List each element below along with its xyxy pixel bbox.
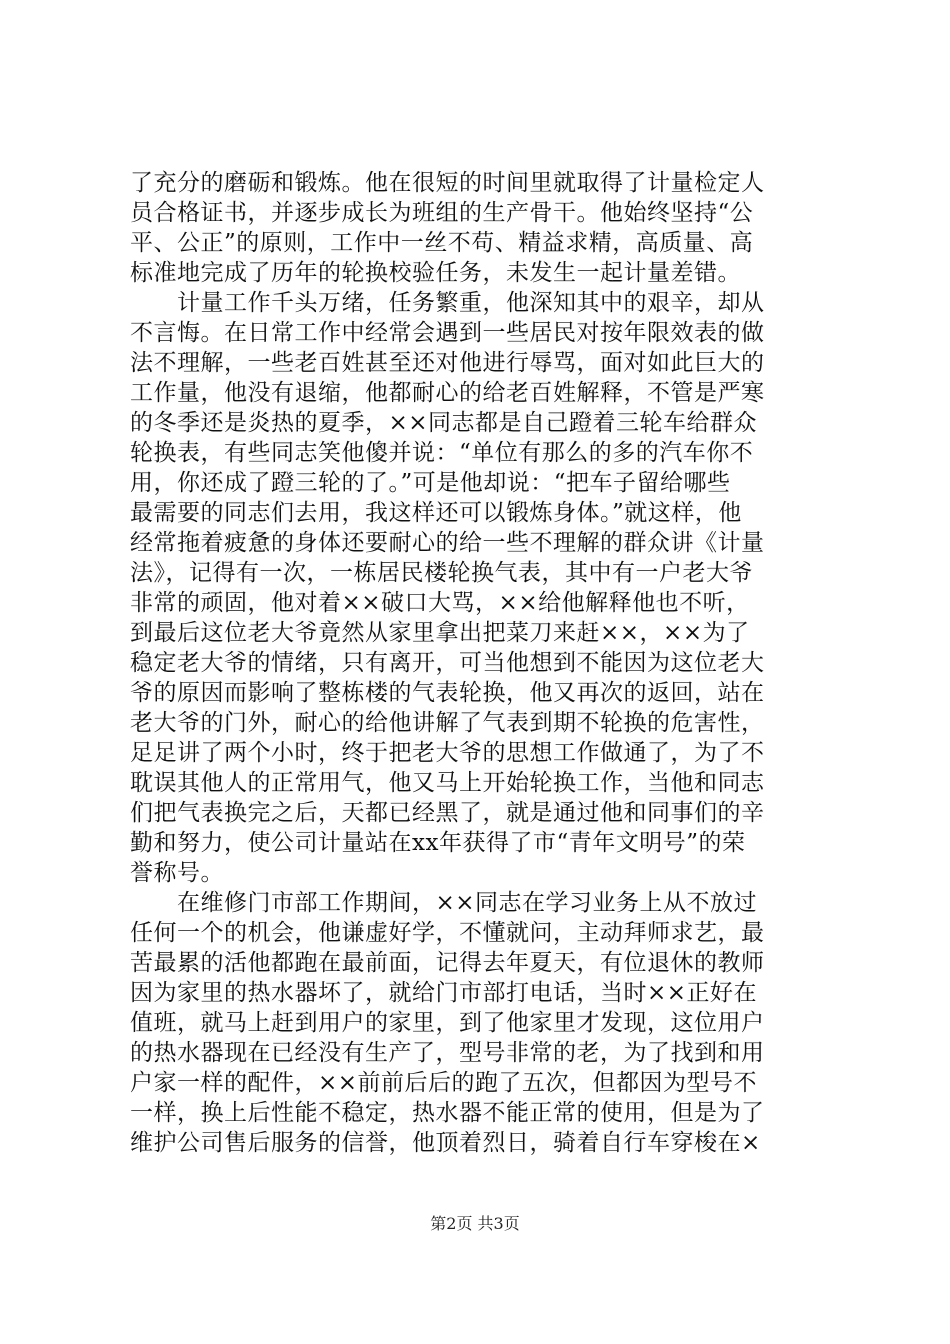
text-line: 户家一样的配件，××前前后后的跑了五次，但都因为型号不 xyxy=(130,1070,758,1096)
text-line: 维护公司售后服务的信誉，他顶着烈日，骑着自行车穿梭在× xyxy=(130,1130,761,1156)
text-line: 耽误其他人的正常用气，他又马上开始轮换工作，当他和同志 xyxy=(130,770,765,796)
text-line: 在维修门市部工作期间，××同志在学习业务上从不放过 xyxy=(130,890,758,916)
text-line: 法》，记得有一次，一栋居民楼轮换气表，其中有一户老大爷 xyxy=(130,560,753,586)
text-line: 任何一个的机会，他谦虚好学，不懂就问，主动拜师求艺，最 xyxy=(130,920,765,946)
text-line: 苦最累的活他都跑在最前面，记得去年夏天，有位退休的教师 xyxy=(130,950,765,976)
text-line: 们把气表换完之后，天都已经黑了，就是通过他和同事们的辛 xyxy=(130,800,765,826)
text-line: 员合格证书，并逐步成长为班组的生产骨干。他始终坚持“公 xyxy=(130,200,754,226)
text-line: 用，你还成了蹬三轮的了。”可是他却说：“把车子留给哪些 xyxy=(130,470,731,496)
text-line: 标准地完成了历年的轮换校验任务，未发生一起计量差错。 xyxy=(130,260,741,286)
text-line: 最需要的同志们去用，我这样还可以锻炼身体。”就这样，他 xyxy=(130,500,742,526)
text-line: 足足讲了两个小时，终于把老大爷的思想工作做通了，为了不 xyxy=(130,740,765,766)
text-line: 平、公正”的原则，工作中一丝不苟、精益求精，高质量、高 xyxy=(130,230,754,256)
text-line: 工作量，他没有退缩，他都耐心的给老百姓解释，不管是严寒 xyxy=(130,380,765,406)
text-line: 的热水器现在已经没有生产了，型号非常的老，为了找到和用 xyxy=(130,1040,765,1066)
text-line: 了充分的磨砺和锻炼。他在很短的时间里就取得了计量检定人 xyxy=(130,170,765,196)
text-line: 老大爷的门外，耐心的给他讲解了气表到期不轮换的危害性， xyxy=(130,710,765,736)
text-line: 不言悔。在日常工作中经常会遇到一些居民对按年限效表的做 xyxy=(130,320,765,346)
text-line: 值班，就马上赶到用户的家里，到了他家里才发现，这位用户 xyxy=(130,1010,765,1036)
text-line: 爷的原因而影响了整栋楼的气表轮换，他又再次的返回，站在 xyxy=(130,680,765,706)
text-line: 经常拖着疲惫的身体还要耐心的给一些不理解的群众讲《计量 xyxy=(130,530,765,556)
text-line: 的冬季还是炎热的夏季，××同志都是自己蹬着三轮车给群众 xyxy=(130,410,758,436)
text-line: 计量工作千头万绪，任务繁重，他深知其中的艰辛，却从 xyxy=(130,290,765,316)
text-line: 勤和努力，使公司计量站在xx年获得了市“青年文明号”的荣 xyxy=(130,830,746,856)
text-line: 誉称号。 xyxy=(130,860,224,886)
page-number: 第2页 共3页 xyxy=(430,1214,520,1233)
text-line: 一样，换上后性能不稳定，热水器不能正常的使用，但是为了 xyxy=(130,1100,765,1126)
page-footer xyxy=(0,1214,950,1234)
text-line: 因为家里的热水器坏了，就给门市部打电话，当时××正好在 xyxy=(130,980,758,1006)
text-line: 到最后这位老大爷竟然从家里拿出把菜刀来赶××，××为了 xyxy=(130,620,750,646)
body-text xyxy=(130,168,830,1158)
text-line: 法不理解，一些老百姓甚至还对他进行辱骂，面对如此巨大的 xyxy=(130,350,765,376)
text-line: 轮换表，有些同志笑他傻并说：“单位有那么的多的汽车你不 xyxy=(130,440,754,466)
text-line: 稳定老大爷的情绪，只有离开，可当他想到不能因为这位老大 xyxy=(130,650,765,676)
text-line: 非常的顽固，他对着××破口大骂，××给他解释他也不听， xyxy=(130,590,750,616)
